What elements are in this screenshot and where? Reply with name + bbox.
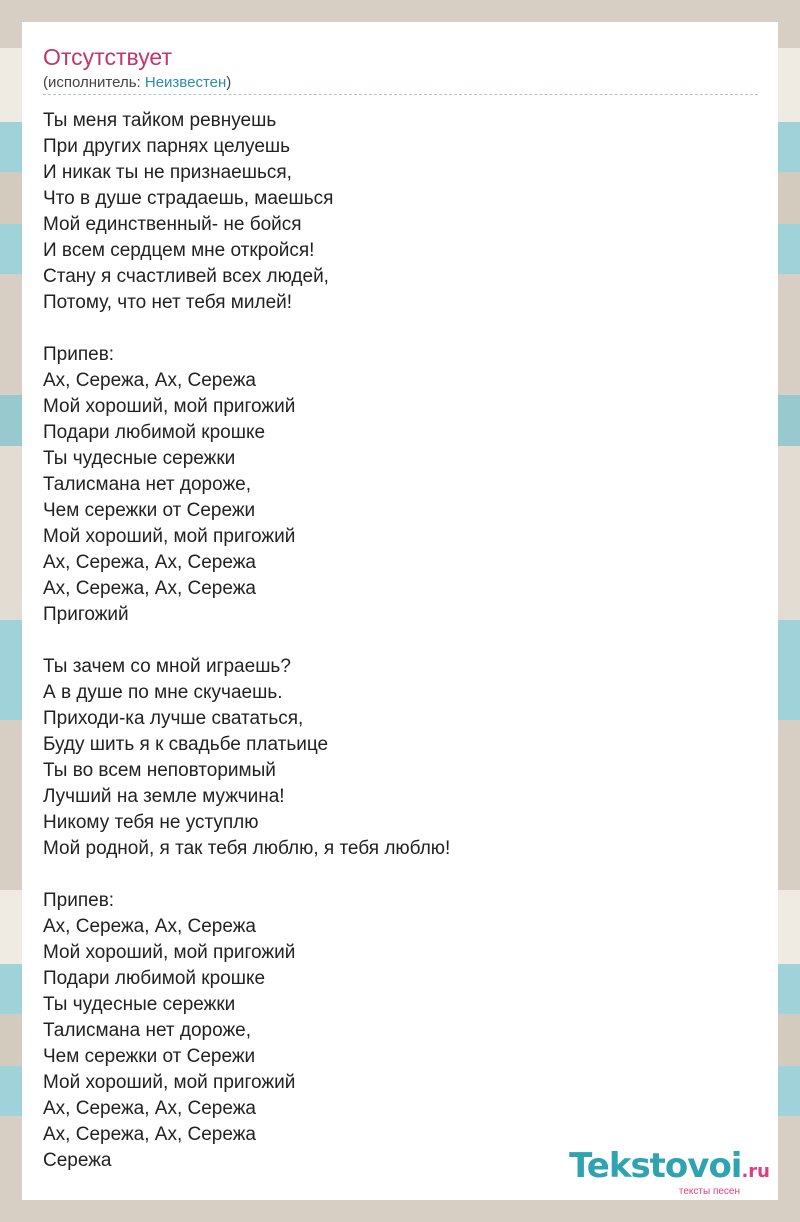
logo-wordmark [569, 1148, 770, 1190]
lyrics-line: Лучший на земле мужчина! [43, 786, 285, 807]
lyrics-line: Чем сережки от Сережи [43, 500, 256, 521]
lyrics-line: И никак ты не признаешься, [43, 162, 292, 183]
lyrics-line: Припев: [43, 344, 115, 365]
lyrics-line: Мой родной, я так тебя люблю, я тебя люблю! [43, 838, 451, 859]
lyrics-line: Чем сережки от Сережи [43, 1046, 256, 1067]
lyrics-blank-line [43, 862, 758, 888]
lyrics-line: Ах, Сережа, Ах, Сережа [43, 916, 256, 937]
lyrics-line: Подари любимой крошке [43, 968, 266, 989]
lyrics-line: При других парнях целуешь [43, 136, 291, 157]
lyrics-line: Пригожий [43, 604, 129, 625]
lyrics-line: Ах, Сережа, Ах, Сережа [43, 1098, 256, 1119]
lyrics-line: Мой хороший, мой пригожий [43, 526, 296, 547]
lyrics-line: Ах, Сережа, Ах, Сережа [43, 552, 256, 573]
lyrics-line: Ты во всем неповторимый [43, 760, 276, 781]
lyrics-line: Мой единственный- не бойся [43, 214, 302, 235]
lyrics-line: Стану я счастливей всех людей, [43, 266, 329, 287]
logo-tagline: тексты песен [678, 1186, 740, 1197]
lyrics-blank-line [43, 628, 758, 654]
lyrics-line: Подари любимой крошке [43, 422, 266, 443]
lyrics-line: Буду шить я к свадьбе платьице [43, 734, 329, 755]
logo-name: Tekstovoi [569, 1146, 742, 1186]
lyrics-blank-line [43, 316, 758, 342]
lyrics-line: Припев: [43, 890, 115, 911]
lyrics-line: Ты меня тайком ревнуешь [43, 110, 277, 131]
lyrics-line: Приходи-ка лучше свататься, [43, 708, 304, 729]
lyrics-line: Мой хороший, мой пригожий [43, 942, 296, 963]
lyrics-line: Ты зачем со мной играешь? [43, 656, 291, 677]
lyrics-line: Мой хороший, мой пригожий [43, 396, 296, 417]
artist-prefix: (исполнитель: [43, 74, 145, 91]
lyrics-line: Потому, что нет тебя милей! [43, 292, 293, 313]
lyrics-line: Ты чудесные сережки [43, 448, 236, 469]
artist-line [43, 72, 758, 95]
lyrics-body [43, 108, 758, 1174]
lyrics-line: Ты чудесные сережки [43, 994, 236, 1015]
lyrics-line: Что в душе страдаешь, маешься [43, 188, 334, 209]
lyrics-line: Сережа [43, 1150, 112, 1171]
lyrics-line: А в душе по мне скучаешь. [43, 682, 283, 703]
song-title: Отсутствует [43, 44, 172, 70]
artist-link[interactable]: Неизвестен [144, 74, 227, 91]
lyrics-line: Талисмана нет дороже, [43, 474, 252, 495]
site-logo[interactable] [569, 1148, 770, 1198]
lyrics-card [22, 22, 778, 1200]
lyrics-line: Ах, Сережа, Ах, Сережа [43, 1124, 256, 1145]
lyrics-line: Талисмана нет дороже, [43, 1020, 252, 1041]
artist-suffix: ) [226, 74, 232, 91]
lyrics-line: Ах, Сережа, Ах, Сережа [43, 370, 256, 391]
lyrics-line: Никому тебя не уступлю [43, 812, 259, 833]
lyrics-line: Ах, Сережа, Ах, Сережа [43, 578, 256, 599]
logo-tld: .ru [741, 1161, 770, 1182]
lyrics-line: Мой хороший, мой пригожий [43, 1072, 296, 1093]
lyrics-line: И всем сердцем мне откройся! [43, 240, 315, 261]
